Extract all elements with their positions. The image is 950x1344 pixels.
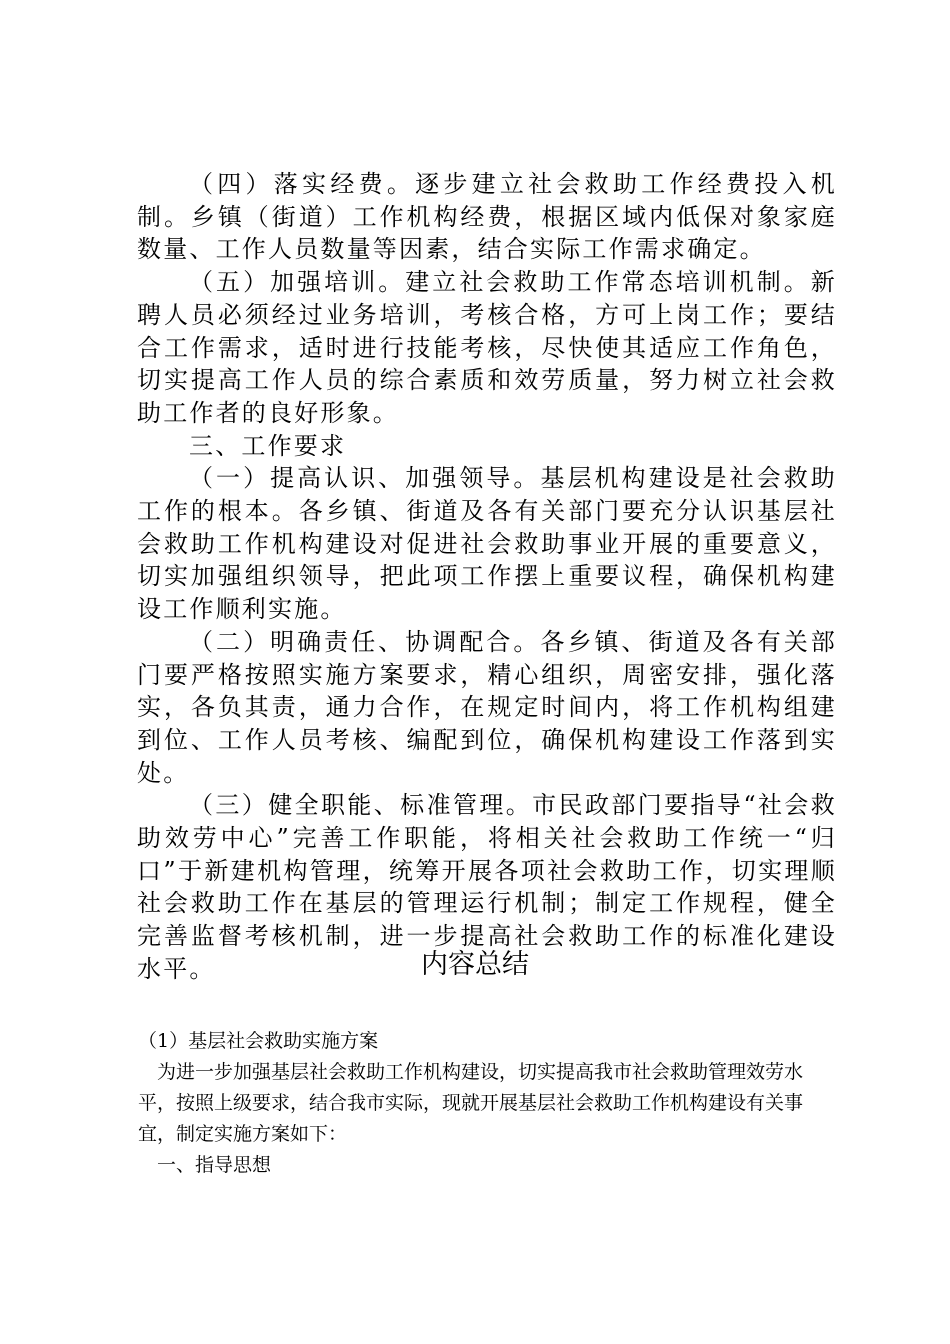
section-heading-requirements: 三、工作要求 xyxy=(189,431,347,460)
summary-title: 内容总结 xyxy=(421,949,529,980)
document-body xyxy=(137,168,837,986)
summary-heading: （1）基层社会救助实施方案 xyxy=(138,1030,379,1052)
paragraph-management: （三）健全职能、标准管理。市民政部门要指导“社会救助效劳中心”完善工作职能，将相关社会救助工作统一“归口”于新建机构管理，统筹开展各项社会救助工作，切实理顺社会救助工作在基层的管理运行机制；制定工作规程，健全完善监督考核机制，进一步提高社会救助工作的标准化建设水平。 xyxy=(137,791,837,983)
summary-item: 一、指导思想 xyxy=(157,1154,272,1176)
paragraph-funding: （四）落实经费。逐步建立社会救助工作经费投入机制。乡镇（街道）工作机构经费，根据区域内低保对象家庭数量、工作人员数量等因素，结合实际工作需求确定。 xyxy=(137,170,837,264)
summary-section xyxy=(138,1026,838,1181)
paragraph-responsibility: （二）明确责任、协调配合。各乡镇、街道及各有关部门要严格按照实施方案要求，精心组织，周密安排，强化落实，各负其责，通力合作，在规定时间内，将工作机构组建到位、工作人员考核、编配到位，确保机构建设工作落到实处。 xyxy=(137,627,837,787)
paragraph-training: （五）加强培训。建立社会救助工作常态培训机制。新聘人员必须经过业务培训，考核合格，方可上岗工作；要结合工作需求，适时进行技能考核，尽快使其适应工作角色，切实提高工作人员的综合素质和效劳质量，努力树立社会救助工作者的良好形象。 xyxy=(137,268,837,427)
paragraph-leadership: （一）提高认识、加强领导。基层机构建设是社会救助工作的根本。各乡镇、街道及各有关部门要充分认识基层社会救助工作机构建设对促进社会救助事业开展的重要意义，切实加强组织领导，把此项工作摆上重要议程，确保机构建设工作顺利实施。 xyxy=(137,464,837,624)
summary-paragraph: 为进一步加强基层社会救助工作机构建设，切实提高我市社会救助管理效劳水平，按照上级要求，结合我市实际，现就开展基层社会救助工作机构建设有关事宜，制定实施方案如下： xyxy=(138,1061,804,1145)
